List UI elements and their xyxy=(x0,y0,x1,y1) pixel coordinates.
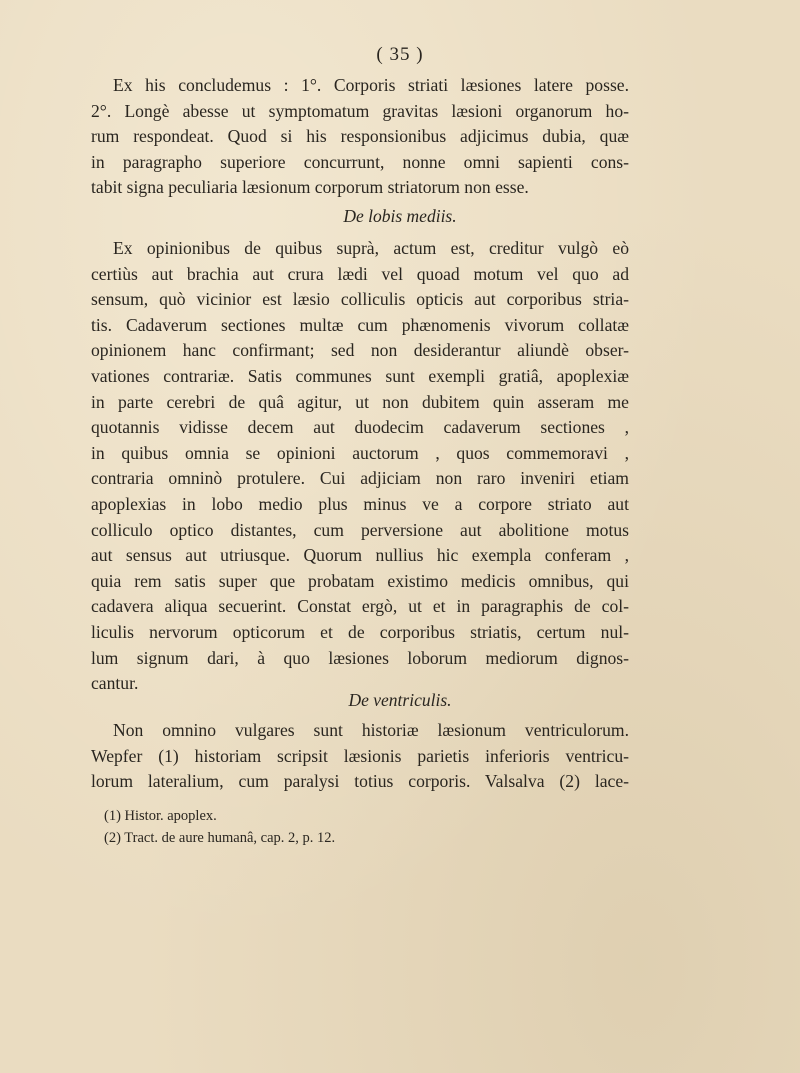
paragraph-conclusion xyxy=(91,73,629,201)
text-line: in quibus omnia se opinioni auctorum , quos commemoravi , xyxy=(91,442,629,463)
text-line: Ex opinionibus de quibus suprà, actum est, creditur vulgò eò xyxy=(113,238,629,258)
text-line: Ex his concludemus : 1°. Corporis striati læsiones latere posse. xyxy=(113,75,629,95)
text-line: liculis nervorum opticorum et de corporibus striatis, certum nul- xyxy=(91,621,629,642)
text-line: tabit signa peculiaria læsionum corporum striatorum non esse. xyxy=(91,177,529,198)
footnote-2: (2) Tract. de aure humanâ, cap. 2, p. 12. xyxy=(104,830,336,846)
text-line: tis. Cadaverum sectiones multæ cum phænomenis vivorum collatæ xyxy=(91,314,629,335)
text-line: in parte cerebri de quâ agitur, ut non dubitem quin asseram me xyxy=(91,391,629,412)
section-heading-ventriculis: De ventriculis. xyxy=(348,690,452,710)
text-line: apoplexias in lobo medio plus minus ve a corpore striato aut xyxy=(91,493,629,514)
section-heading-lobis-mediis: De lobis mediis. xyxy=(343,206,457,226)
text-line: cadavera aliqua secuerint. Constat ergò, ut et in paragraphis de col- xyxy=(91,596,629,617)
text-line: aut sensus aut utriusque. Quorum nullius hic exempla conferam , xyxy=(91,545,629,566)
paragraph-lobis-mediis xyxy=(91,236,629,697)
text-line: in paragrapho superiore concurrunt, nonne omni sapienti cons- xyxy=(91,151,629,172)
text-line: quotannis vidisse decem aut duodecim cadaverum sectiones , xyxy=(91,417,629,438)
text-line: rum respondeat. Quod si his responsionibus adjicimus dubia, quæ xyxy=(91,126,629,147)
footnote-1: (1) Histor. apoplex. xyxy=(104,808,217,824)
text-line: opinionem hanc confirmant; sed non desiderantur aliundè obser- xyxy=(91,340,629,361)
text-line: Non omnino vulgares sunt historiæ læsionum ventriculorum. xyxy=(113,720,629,740)
text-line: Wepfer (1) historiam scripsit læsionis parietis inferioris ventricu- xyxy=(91,745,629,766)
text-line: quia rem satis super que probatam existimo medicis omnibus, qui xyxy=(91,570,629,591)
text-line: colliculo optico distantes, cum perversione aut abolitione motus xyxy=(91,519,629,540)
text-line: 2°. Longè abesse ut symptomatum gravitas læsioni organorum ho- xyxy=(91,100,629,121)
text-line: contraria omninò protulere. Cui adjiciam non raro inveniri etiam xyxy=(91,468,629,489)
text-line: vationes contrariæ. Satis communes sunt exempli gratiâ, apoplexiæ xyxy=(91,365,629,386)
text-line: lorum lateralium, cum paralysi totius corporis. Valsalva (2) lace- xyxy=(91,771,629,792)
paragraph-ventriculis xyxy=(91,718,629,795)
text-line: lum signum dari, à quo læsiones loborum mediorum dignos- xyxy=(91,647,629,668)
text-line: sensum, quò vicinior est læsio colliculis opticis aut corporibus stria- xyxy=(91,289,629,310)
text-line: cantur. xyxy=(91,673,139,694)
page-number: ( 35 ) xyxy=(376,44,424,65)
text-line: certiùs aut brachia aut crura lædi vel quoad motum vel quo ad xyxy=(91,263,629,284)
footnotes xyxy=(104,805,604,849)
